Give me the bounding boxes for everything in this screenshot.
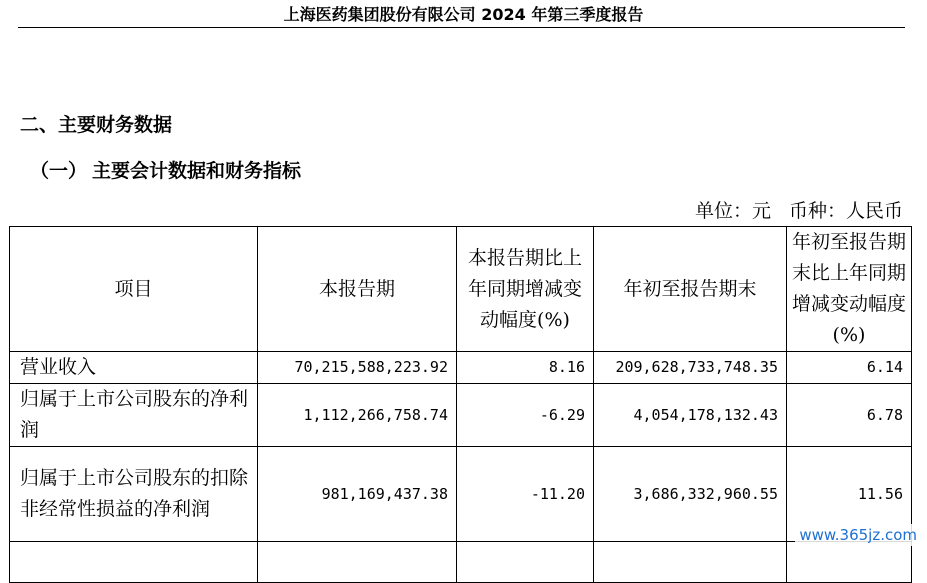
- table-row: [10, 352, 912, 384]
- row-current-change: -6.29: [457, 384, 594, 447]
- table-row: [10, 447, 912, 542]
- unit-label: 单位：元: [694, 200, 771, 222]
- table-header-row: [10, 227, 912, 352]
- column-header-current: 本报告期: [258, 227, 457, 352]
- table-row-partial: [10, 542, 912, 583]
- subsection-label: 主要会计数据和财务指标: [92, 160, 302, 182]
- row-ytd-value: [594, 542, 787, 583]
- row-item-label: [10, 542, 258, 583]
- row-current-change: -11.20: [457, 447, 594, 542]
- row-current-value: 1,112,266,758.74: [258, 384, 457, 447]
- row-current-change: 8.16: [457, 352, 594, 384]
- row-ytd-value: 209,628,733,748.35: [594, 352, 787, 384]
- column-header-current-change: 本报告期比上年同期增减变动幅度(%): [457, 227, 594, 352]
- header-divider: [18, 27, 905, 28]
- subsection-number: （一）: [30, 160, 88, 182]
- row-ytd-change: 11.56: [787, 447, 912, 542]
- row-current-value: 981,169,437.38: [258, 447, 457, 542]
- row-item-label: 归属于上市公司股东的扣除非经常性损益的净利润: [10, 447, 258, 542]
- column-header-ytd-change: 年初至报告期末比上年同期增减变动幅度(%): [787, 227, 912, 352]
- subsection-title: [30, 158, 301, 184]
- row-ytd-value: 3,686,332,960.55: [594, 447, 787, 542]
- row-current-change: [457, 542, 594, 583]
- row-item-label: 归属于上市公司股东的净利润: [10, 384, 258, 447]
- row-item-label: 营业收入: [10, 352, 258, 384]
- row-ytd-change: 6.78: [787, 384, 912, 447]
- report-header-title: 上海医药集团股份有限公司 2024 年第三季度报告: [283, 5, 644, 24]
- row-ytd-value: 4,054,178,132.43: [594, 384, 787, 447]
- row-ytd-change: 6.14: [787, 352, 912, 384]
- section-title: 二、主要财务数据: [20, 114, 173, 136]
- currency-label: 币种：人民币: [788, 200, 903, 222]
- row-current-value: 70,215,588,223.92: [258, 352, 457, 384]
- column-header-ytd: 年初至报告期末: [594, 227, 787, 352]
- table-row: [10, 384, 912, 447]
- site-watermark: www.365jz.com: [795, 524, 921, 546]
- unit-line: [695, 198, 903, 224]
- row-current-value: [258, 542, 457, 583]
- column-header-item: 项目: [10, 227, 258, 352]
- financial-data-table: [9, 226, 912, 583]
- row-ytd-change: [787, 542, 912, 583]
